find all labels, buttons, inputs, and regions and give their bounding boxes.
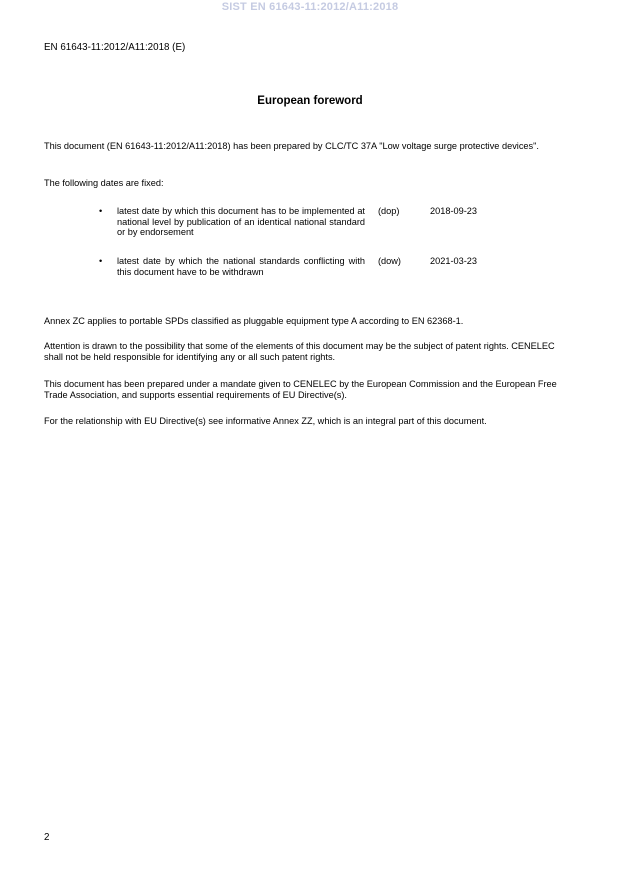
patent-attention-paragraph: Attention is drawn to the possibility that some of the elements of this document may be the subject of patent rights. CENELEC shall not be held responsible for identifying any or all such patent rights. [44, 341, 555, 362]
date-abbreviation: (dow) [378, 256, 401, 266]
watermark-text: SIST EN 61643-11:2012/A11:2018 [221, 1, 399, 13]
date-description: latest date by which this document has to be implemented at national level by publication of an identical national standard or by endorsement [117, 206, 365, 238]
annex-paragraph: Annex ZC applies to portable SPDs classified as pluggable equipment type A according to EN 62368-1. [44, 316, 464, 326]
date-value: 2018-09-23 [430, 206, 477, 216]
section-heading: European foreword [257, 95, 363, 107]
mandate-paragraph: This document has been prepared under a mandate given to CENELEC by the European Commission and the European Free Trade Association, and supports essential requirements of EU Directive(s). [44, 379, 557, 400]
bullet-icon: • [99, 256, 103, 266]
intro-paragraph: This document (EN 61643-11:2012/A11:2018) has been prepared by CLC/TC 37A "Low voltage surge protective devices". [44, 141, 539, 151]
page-number: 2 [44, 832, 50, 843]
document-reference: EN 61643-11:2012/A11:2018 (E) [44, 42, 186, 53]
directive-relation-paragraph: For the relationship with EU Directive(s) see informative Annex ZZ, which is an integral part of this document. [44, 416, 487, 426]
date-abbreviation: (dop) [378, 206, 400, 216]
date-description: latest date by which the national standards conflicting with this document have to be withdrawn [117, 256, 365, 277]
date-value: 2021-03-23 [430, 256, 477, 266]
bullet-icon: • [99, 206, 103, 216]
dates-intro-paragraph: The following dates are fixed: [44, 178, 164, 188]
